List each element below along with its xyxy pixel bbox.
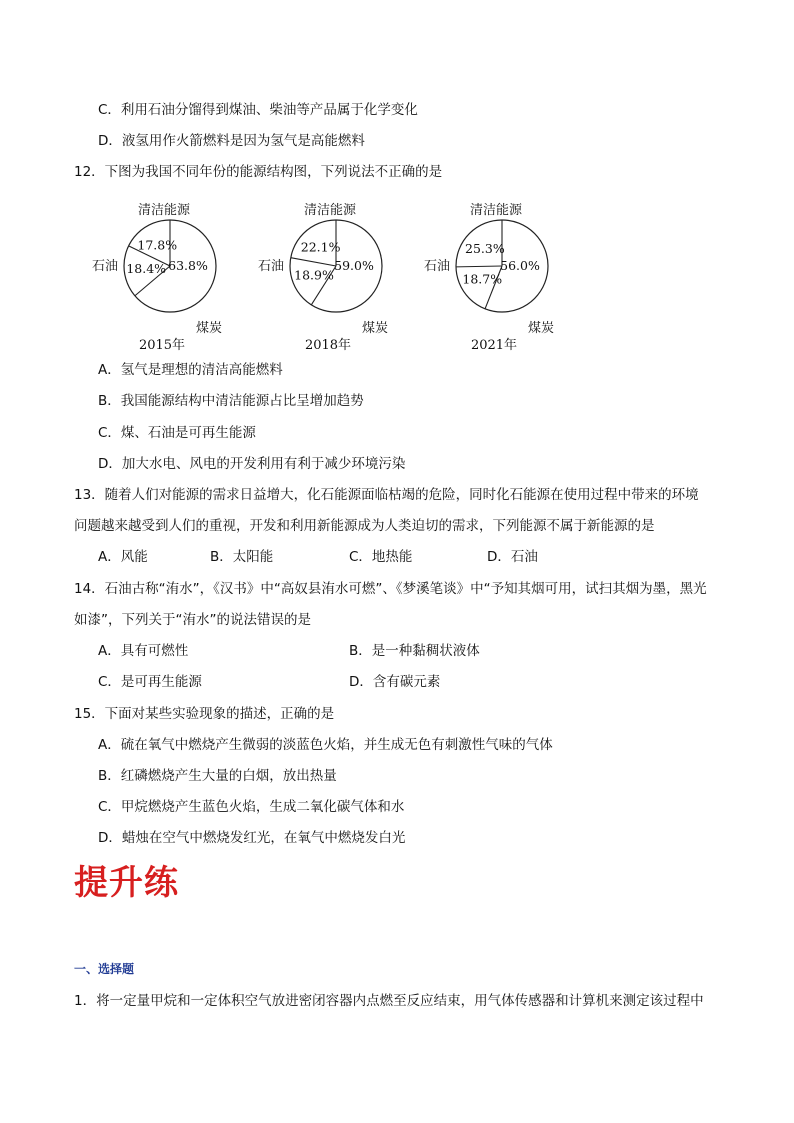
pie-chart-0 [92, 202, 222, 353]
pie-year-title: 2015年 [138, 338, 186, 353]
q15-stem: 15．下面对某些实验现象的描述，正确的是 [74, 706, 335, 722]
q15-option-b: B．红磷燃烧产生大量的白烟，放出热量 [98, 768, 337, 784]
q13-option-d: D．石油 [487, 549, 538, 565]
pie-label-oil: 18.9% [294, 267, 334, 283]
q15-option-d: D．蜡烛在空气中燃烧发红光，在氧气中燃烧发白光 [98, 830, 406, 846]
q13-stem-line2: 问题越来越受到人们的重视，开发和利用新能源成为人类迫切的需求，下列能源不属于新能源的是 [74, 518, 655, 534]
q15-option-c: C．甲烷燃烧产生蓝色火焰，生成二氧化碳气体和水 [98, 799, 405, 815]
q14-option-a: A．具有可燃性 [98, 643, 189, 659]
q14-option-d: D．含有碳元素 [349, 674, 441, 690]
q14-option-b: B．是一种黏稠状液体 [349, 643, 480, 659]
q11-option-d: D．液氢用作火箭燃料是因为氢气是高能燃料 [98, 133, 365, 149]
section-title-multiple-choice: 一、选择题 [74, 962, 135, 976]
pie-label-clean-energy: 22.1% [300, 239, 341, 255]
q12-stem: 12．下图为我国不同年份的能源结构图，下列说法不正确的是 [74, 164, 443, 180]
q15-option-a: A．硫在氧气中燃烧产生微弱的淡蓝色火焰，并生成无色有刺激性气味的气体 [98, 737, 553, 753]
q14-option-c: C．是可再生能源 [98, 674, 202, 690]
pie-category-coal: 煤炭 [196, 321, 223, 336]
q12-option-a: A．氢气是理想的清洁高能燃料 [98, 362, 283, 378]
q13-stem-line1: 13．随着人们对能源的需求日益增大，化石能源面临枯竭的危险，同时化石能源在使用过程中带来的环境 [74, 487, 699, 503]
pie-category-coal: 煤炭 [362, 321, 389, 336]
pie-category-clean-energy: 清洁能源 [137, 203, 191, 218]
pie-category-coal: 煤炭 [528, 321, 555, 336]
q12-option-d: D．加大水电、风电的开发利用有利于减少环境污染 [98, 456, 406, 472]
pie-label-coal: 63.8% [168, 258, 208, 273]
pie-category-clean-energy: 清洁能源 [303, 203, 357, 218]
energy-structure-pie-charts [60, 188, 580, 358]
q13-option-a: A．风能 [98, 549, 148, 565]
pie-category-oil: 石油 [257, 259, 284, 274]
pie-category-clean-energy: 清洁能源 [469, 203, 523, 218]
q12-option-c: C．煤、石油是可再生能源 [98, 425, 256, 441]
pie-label-clean-energy: 17.8% [137, 237, 178, 253]
q14-stem-line2: 如漆”，下列关于“洧水”的说法错误的是 [74, 612, 311, 628]
pie-category-oil: 石油 [423, 259, 450, 274]
q1-stem: 1．将一定量甲烷和一定体积空气放进密闭容器内点燃至反应结束，用气体传感器和计算机来测定该过程中 [74, 993, 704, 1009]
pie-category-oil: 石油 [91, 259, 118, 274]
q11-option-c: C．利用石油分馏得到煤油、柴油等产品属于化学变化 [98, 102, 418, 118]
q14-stem-line1: 14．石油古称“洧水”，《汉书》中“高奴县洧水可燃”、《梦溪笔谈》中“予知其烟可用，试扫其烟为墨，黑光 [74, 581, 707, 597]
pie-year-title: 2021年 [470, 338, 518, 353]
q12-option-b: B．我国能源结构中清洁能源占比呈增加趋势 [98, 393, 364, 409]
q13-option-c: C．地热能 [349, 549, 413, 565]
pie-label-oil: 18.4% [126, 261, 167, 277]
pie-chart-2 [424, 202, 554, 353]
q13-option-b: B．太阳能 [210, 549, 274, 565]
pie-label-oil: 18.7% [462, 271, 503, 287]
pie-chart-1 [258, 202, 388, 353]
pie-label-clean-energy: 25.3% [465, 241, 505, 257]
pie-year-title: 2018年 [304, 338, 352, 353]
pie-label-coal: 56.0% [500, 258, 540, 273]
pie-label-coal: 59.0% [334, 258, 374, 273]
section-heading-advanced-practice: 提升练 [74, 863, 179, 903]
